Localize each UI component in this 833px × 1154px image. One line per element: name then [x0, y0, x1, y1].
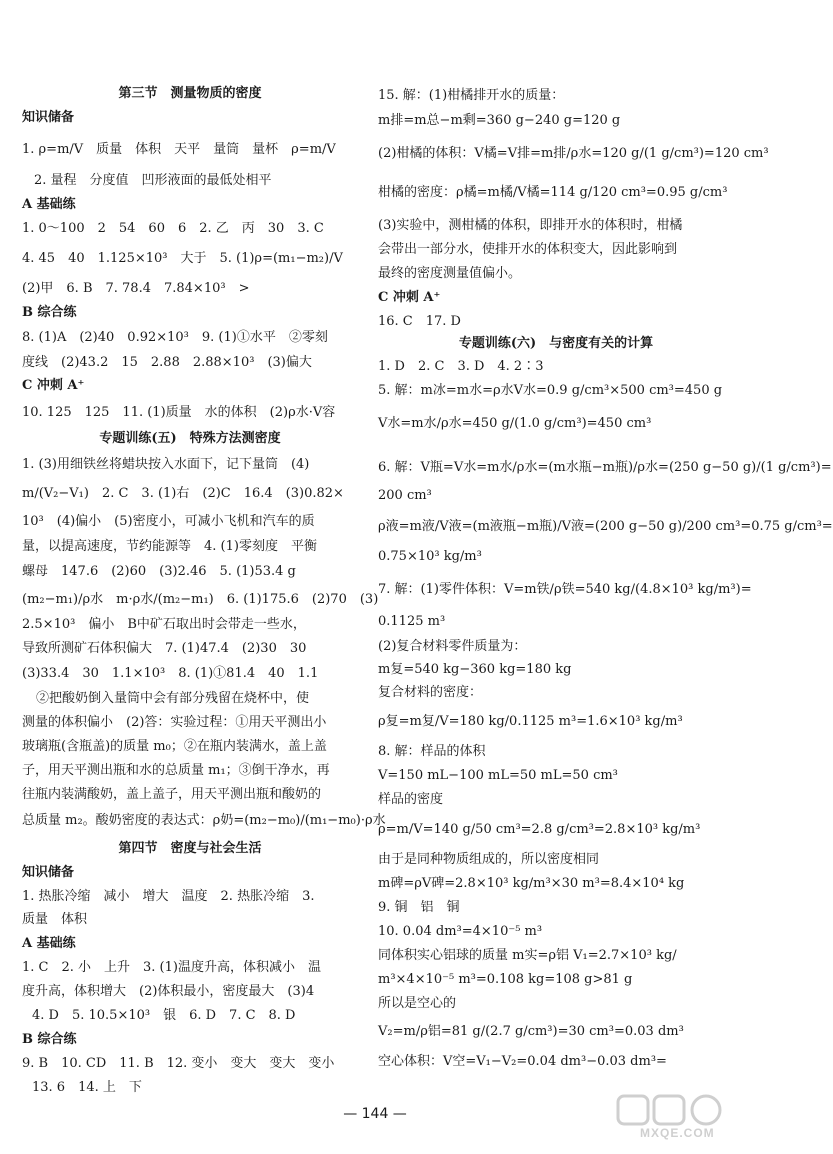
answer-line: 度线 (2)43.2 15 2.88 2.88×10³ (3)偏大 — [22, 355, 312, 370]
answer-line: 1. D 2. C 3. D 4. 2∶3 — [378, 359, 544, 374]
answer-line: (2)复合材料零件质量为： — [378, 639, 527, 654]
answer-line: ρ液=m液/V液=(m液瓶−m瓶)/V液=(200 g−50 g)/200 cm³=0.75 g/cm³= — [378, 519, 833, 534]
answer-line: 1. 热胀冷缩 减小 增大 温度 2. 热胀冷缩 3. — [22, 889, 315, 904]
answer-line: 2. 量程 分度值 凹形液面的最低处相平 — [34, 173, 272, 188]
answer-line: 2.5×10³ 偏小 B中矿石取出时会带走一些水， — [22, 617, 306, 632]
answer-line: 最终的密度测量值偏小。 — [378, 266, 522, 281]
answer-line: 0.1125 m³ — [378, 614, 446, 629]
answer-line: 度升高，体积增大 (2)体积最小，密度最大 (3)4 — [22, 984, 315, 999]
section-title: 专题训练(六) 与密度有关的计算 — [458, 336, 654, 351]
subsection-label: 知识储备 — [22, 110, 75, 125]
answer-line: m排=m总−m剩=360 g−240 g=120 g — [378, 113, 621, 128]
answer-line: 玻璃瓶(含瓶盖)的质量 m₀；②在瓶内装满水，盖上盖 — [22, 739, 327, 754]
answer-line: 9. 铜 铝 铜 — [378, 900, 460, 915]
answer-line: 子，用天平测出瓶和水的总质量 m₁；③倒干净水，再 — [22, 763, 330, 778]
answer-line: 8. 解：样品的体积 — [378, 744, 486, 759]
answer-line: ②把酸奶倒入量筒中会有部分残留在烧杯中，使 — [36, 691, 310, 706]
answer-line: 往瓶内装满酸奶，盖上盖子，用天平测出瓶和酸奶的 — [22, 787, 322, 802]
answer-line: ρ复=m复/V=180 kg/0.1125 m³=1.6×10³ kg/m³ — [378, 714, 683, 729]
subsection-label: A 基础练 — [22, 936, 76, 951]
answer-line: (m₂−m₁)/ρ水 m·ρ水/(m₂−m₁) 6. (1)175.6 (2)70 (3) — [22, 592, 379, 607]
answer-line: 9. B 10. CD 11. B 12. 变小 变大 变大 变小 — [22, 1056, 335, 1071]
answer-line: 5. 解：m冰=m水=ρ水V水=0.9 g/cm³×500 cm³=450 g — [378, 383, 723, 398]
answer-line: 1. C 2. 小 上升 3. (1)温度升高，体积减小 温 — [22, 960, 321, 975]
answer-line: 导致所测矿石体积偏大 7. (1)47.4 (2)30 30 — [22, 641, 307, 656]
answer-line: 测量的体积偏小 (2)答：实验过程：①用天平测出小 — [22, 715, 327, 730]
section-title: 专题训练(五) 特殊方法测密度 — [99, 431, 281, 446]
answer-line: 1. ρ=m/V 质量 体积 天平 量筒 量杯 ρ=m/V — [22, 142, 336, 157]
subsection-label: B 综合练 — [22, 1032, 77, 1047]
answer-line: 13. 6 14. 上 下 — [32, 1080, 142, 1095]
answer-line: V水=m水/ρ水=450 g/(1.0 g/cm³)=450 cm³ — [378, 416, 652, 431]
answer-line: ρ=m/V=140 g/50 cm³=2.8 g/cm³=2.8×10³ kg/m³ — [378, 822, 701, 837]
answer-line: m复=540 kg−360 kg=180 kg — [378, 662, 572, 677]
answer-line: 10. 125 125 11. (1)质量 水的体积 (2)ρ水·V容 — [22, 405, 336, 420]
answer-line: 量，以提高速度，节约能源等 4. (1)零刻度 平衡 — [22, 539, 317, 554]
section-title: 第四节 密度与社会生活 — [118, 841, 262, 856]
answer-line: 6. 解：V瓶=V水=m水/ρ水=(m水瓶−m瓶)/ρ水=(250 g−50 g)/(1 g/cm³)= — [378, 460, 832, 475]
watermark-text: MXQE.COM — [640, 1126, 715, 1140]
answer-line: 总质量 m₂。酸奶密度的表达式：ρ奶=(m₂−m₀)/(m₁−m₀)·ρ水 — [22, 813, 386, 828]
subsection-label: 知识储备 — [22, 865, 75, 880]
answer-line: 由于是同种物质组成的，所以密度相同 — [378, 852, 600, 867]
answer-line: 同体积实心铝球的质量 m实=ρ铝 V₁=2.7×10³ kg/ — [378, 948, 677, 963]
answer-line: 空心体积：V空=V₁−V₂=0.04 dm³−0.03 dm³= — [378, 1054, 667, 1069]
subsection-label: B 综合练 — [22, 305, 77, 320]
answer-line: 10. 0.04 dm³=4×10⁻⁵ m³ — [378, 924, 543, 939]
answer-line: 柑橘的密度：ρ橘=m橘/V橘=114 g/120 cm³=0.95 g/cm³ — [378, 185, 728, 200]
answer-line: 所以是空心的 — [378, 996, 457, 1011]
answer-line: 200 cm³ — [378, 488, 432, 503]
answer-line: 7. 解：(1)零件体积：V=m铁/ρ铁=540 kg/(4.8×10³ kg/m³)= — [378, 582, 752, 597]
answer-line: 0.75×10³ kg/m³ — [378, 549, 482, 564]
answer-line: (3)33.4 30 1.1×10³ 8. (1)①81.4 40 1.1 — [22, 666, 319, 681]
answer-line: 1. 0～100 2 54 60 6 2. 乙 丙 30 3. C — [22, 221, 324, 236]
watermark-logo — [610, 1092, 740, 1146]
answer-line: 会带出一部分水，使排开水的体积变大，因此影响到 — [378, 242, 678, 257]
answer-line: 复合材料的密度： — [378, 685, 483, 700]
subsection-label: C 冲刺 A⁺ — [378, 290, 441, 305]
answer-line: 4. 45 40 1.125×10³ 大于 5. (1)ρ=(m₁−m₂)/V — [22, 251, 343, 266]
answer-line: 16. C 17. D — [378, 314, 461, 329]
answer-line: (3)实验中，测柑橘的体积，即排开水的体积时，柑橘 — [378, 218, 683, 233]
answer-line: m碑=ρV碑=2.8×10³ kg/m³×30 m³=8.4×10⁴ kg — [378, 876, 685, 891]
answer-line: 螺母 147.6 (2)60 (3)2.46 5. (1)53.4 g — [22, 564, 296, 579]
answer-line: V=150 mL−100 mL=50 mL=50 cm³ — [378, 768, 618, 783]
answer-line: 8. (1)A (2)40 0.92×10³ 9. (1)①水平 ②零刻 — [22, 330, 328, 345]
answer-line: V₂=m/ρ铝=81 g/(2.7 g/cm³)=30 cm³=0.03 dm³ — [378, 1024, 684, 1039]
subsection-label: C 冲刺 A⁺ — [22, 378, 85, 393]
answer-line: 15. 解：(1)柑橘排开水的质量： — [378, 88, 565, 103]
answer-line: 质量 体积 — [22, 912, 88, 927]
answer-line: 10³ (4)偏小 (5)密度小，可减小飞机和汽车的质 — [22, 514, 315, 529]
page-number: — 144 — — [343, 1106, 407, 1122]
answer-line: 4. D 5. 10.5×10³ 银 6. D 7. C 8. D — [32, 1008, 296, 1023]
answer-line: 样品的密度 — [378, 792, 444, 807]
answer-line: 1. (3)用细铁丝将蜡块按入水面下，记下量筒 (4) — [22, 457, 310, 472]
answer-line: (2)柑橘的体积：V橘=V排=m排/ρ水=120 g/(1 g/cm³)=120 cm³ — [378, 146, 769, 161]
subsection-label: A 基础练 — [22, 197, 76, 212]
answer-line: m/(V₂−V₁) 2. C 3. (1)右 (2)C 16.4 (3)0.82× — [22, 486, 344, 501]
section-title: 第三节 测量物质的密度 — [118, 86, 262, 101]
answer-line: (2)甲 6. B 7. 78.4 7.84×10³ > — [22, 281, 250, 296]
answer-line: m³×4×10⁻⁵ m³=0.108 kg=108 g>81 g — [378, 972, 633, 987]
